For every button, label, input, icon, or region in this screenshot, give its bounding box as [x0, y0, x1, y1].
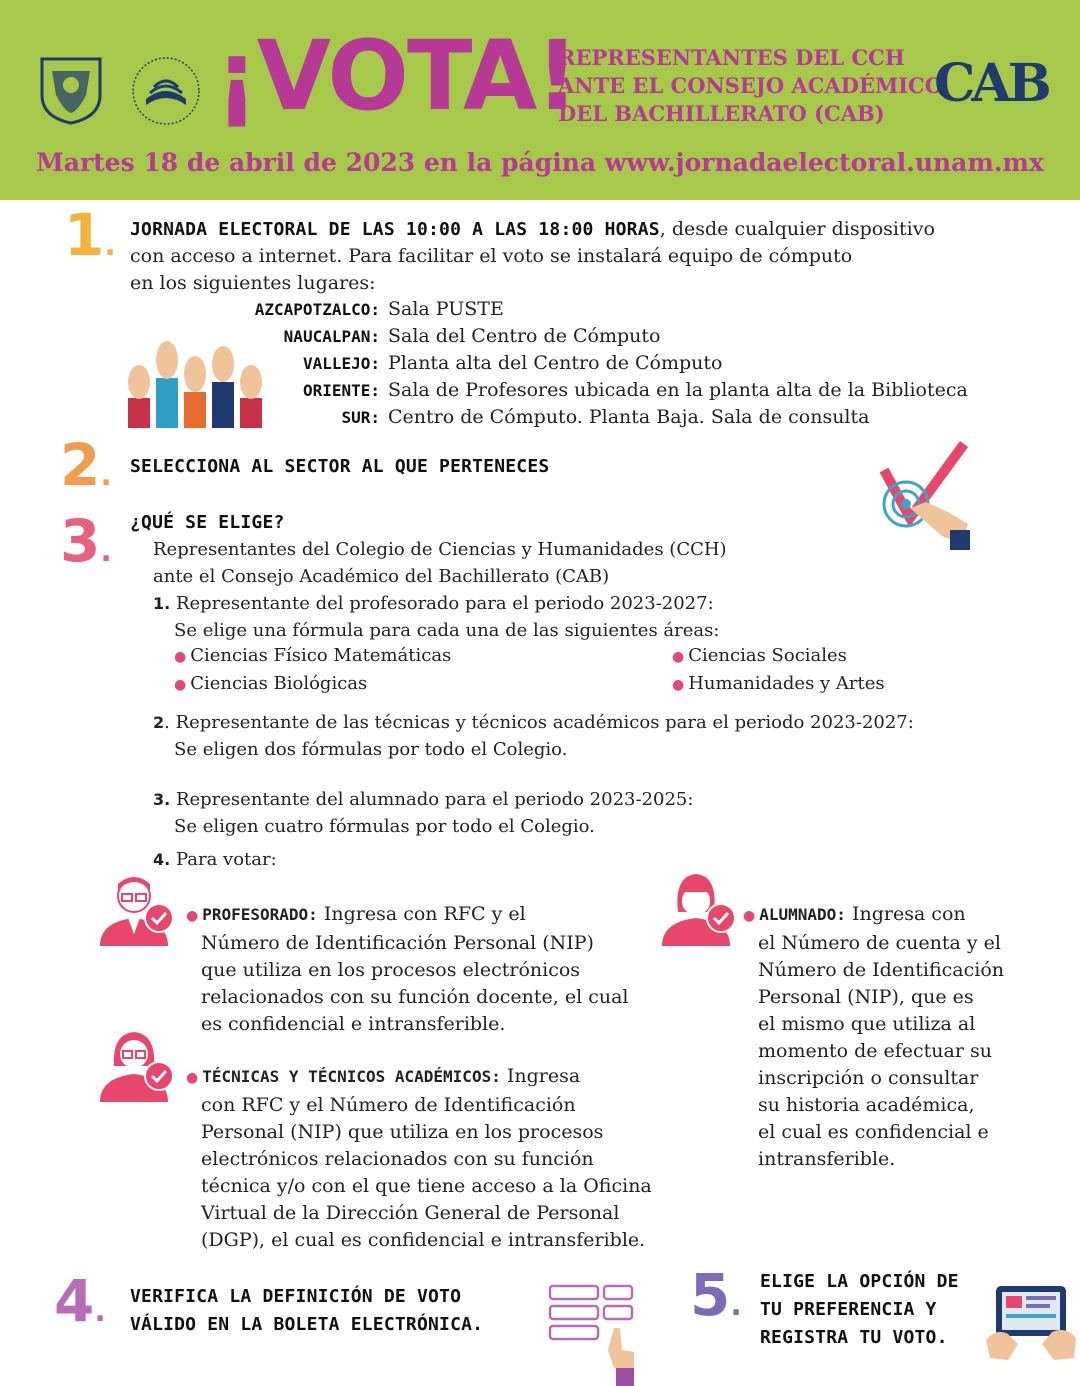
step-1-text: JORNADA ELECTORAL DE LAS 10:00 A LAS 18:00 HORAS, desde cualquier dispositivo con acceso a internet. Para facilitar el voto se instalará equipo de cómputo en los siguientes lugares:	[130, 218, 935, 294]
step-5-number: 5.	[690, 1261, 742, 1329]
places-list	[180, 298, 968, 433]
item-3: 3. Representante del alumnado para el periodo 2023-2025: Se eligen cuatro fórmulas por todo el Colegio.	[153, 789, 694, 837]
step-3-heading: ¿QUÉ SE ELIGE?	[130, 512, 285, 533]
profesorado-block: ● PROFESORADO: Ingresa con RFC y el Número de Identificación Personal (NIP) que utiliza en los procesos electrónicos relacionados con su función docente, el cual es confidencial e intransferible.	[186, 903, 629, 1035]
tablet-vote-icon	[986, 1282, 1076, 1362]
step-2-heading: SELECCIONA AL SECTOR AL QUE PERTENECES	[130, 456, 550, 477]
place-row: VALLEJO: Planta alta del Centro de Cómputo	[302, 352, 723, 374]
alumnado-block: ● ALUMNADO: Ingresa con el Número de cuenta y el Número de Identificación Personal (NIP), que es el mismo que utiliza al momento de efectuar su inscripción o consultar su historia académica, el cual es confidencial e intransferible.	[743, 903, 1005, 1170]
list-item: ● Ciencias Sociales	[672, 645, 847, 666]
student-check-icon	[660, 870, 740, 946]
cab-logo: CAB	[934, 53, 1048, 114]
unam-seal-icon	[38, 55, 104, 125]
step-4-number: 4.	[54, 1267, 106, 1335]
step-2-number: 2.	[60, 431, 112, 499]
step-5-heading: ELIGE LA OPCIÓN DE TU PREFERENCIA Y REGISTRA TU VOTO.	[760, 1271, 959, 1348]
step-1-number: 1.	[64, 201, 116, 269]
place-row: AZCAPOTZALCO: Sala PUSTE	[254, 298, 504, 320]
checkmark-tap-icon	[876, 440, 970, 550]
technician-check-icon	[98, 1026, 178, 1102]
step-4-heading: VERIFICA LA DEFINICIÓN DE VOTO VÁLIDO EN LA BOLETA ELECTRÓNICA.	[130, 1286, 484, 1335]
teacher-check-icon	[98, 870, 178, 946]
dateline: Martes 18 de abril de 2023 en la página www.jornadaelectoral.unam.mx	[36, 148, 1044, 177]
step-3-intro: Representantes del Colegio de Ciencias y Humanidades (CCH) ante el Consejo Académico del Bachillerato (CAB)	[153, 539, 727, 587]
place-row: SUR: Centro de Cómputo. Planta Baja. Sala de consulta	[341, 406, 870, 428]
cch-logo-icon	[130, 55, 202, 127]
website-link[interactable]: www.jornadaelectoral.unam.mx	[604, 148, 1044, 177]
place-row: NAUCALPAN: Sala del Centro de Cómputo	[283, 325, 661, 347]
area-list-left	[174, 643, 451, 698]
area-list-right	[672, 643, 885, 698]
place-row: ORIENTE: Sala de Profesores ubicada en la planta alta de la Biblioteca	[302, 379, 968, 401]
vota-title: ¡VOTA!	[215, 20, 578, 132]
header-title: REPRESENTANTES DEL CCH ANTE EL CONSEJO ACADÉMICO DEL BACHILLERATO (CAB)	[558, 45, 944, 126]
list-item: ● Humanidades y Artes	[672, 672, 885, 694]
item-2: 2. Representante de las técnicas y técnicos académicos para el periodo 2023-2027: Se eligen dos fórmulas por todo el Colegio.	[153, 712, 914, 760]
ballot-tap-icon	[548, 1284, 638, 1386]
step-3-number: 3.	[60, 507, 112, 575]
item-4: 4. Para votar:	[153, 849, 277, 870]
tecnicos-block: ● TÉCNICAS Y TÉCNICOS ACADÉMICOS: Ingresa con RFC y el Número de Identificación Personal (NIP) que utiliza en los procesos electrónicos relacionados con su función técnica y/o con el que tiene acceso a la Oficina Virtual de la Dirección General de Personal (DGP), el cual es confidencial e intransferible.	[186, 1065, 652, 1251]
raised-hands-icon	[126, 326, 272, 428]
list-item: ● Ciencias Físico Matemáticas	[174, 645, 452, 666]
item-1: 1. Representante del profesorado para el periodo 2023-2027: Se elige una fórmula para cada una de las siguientes áreas:	[153, 593, 720, 641]
list-item: ● Ciencias Biológicas	[174, 672, 368, 694]
